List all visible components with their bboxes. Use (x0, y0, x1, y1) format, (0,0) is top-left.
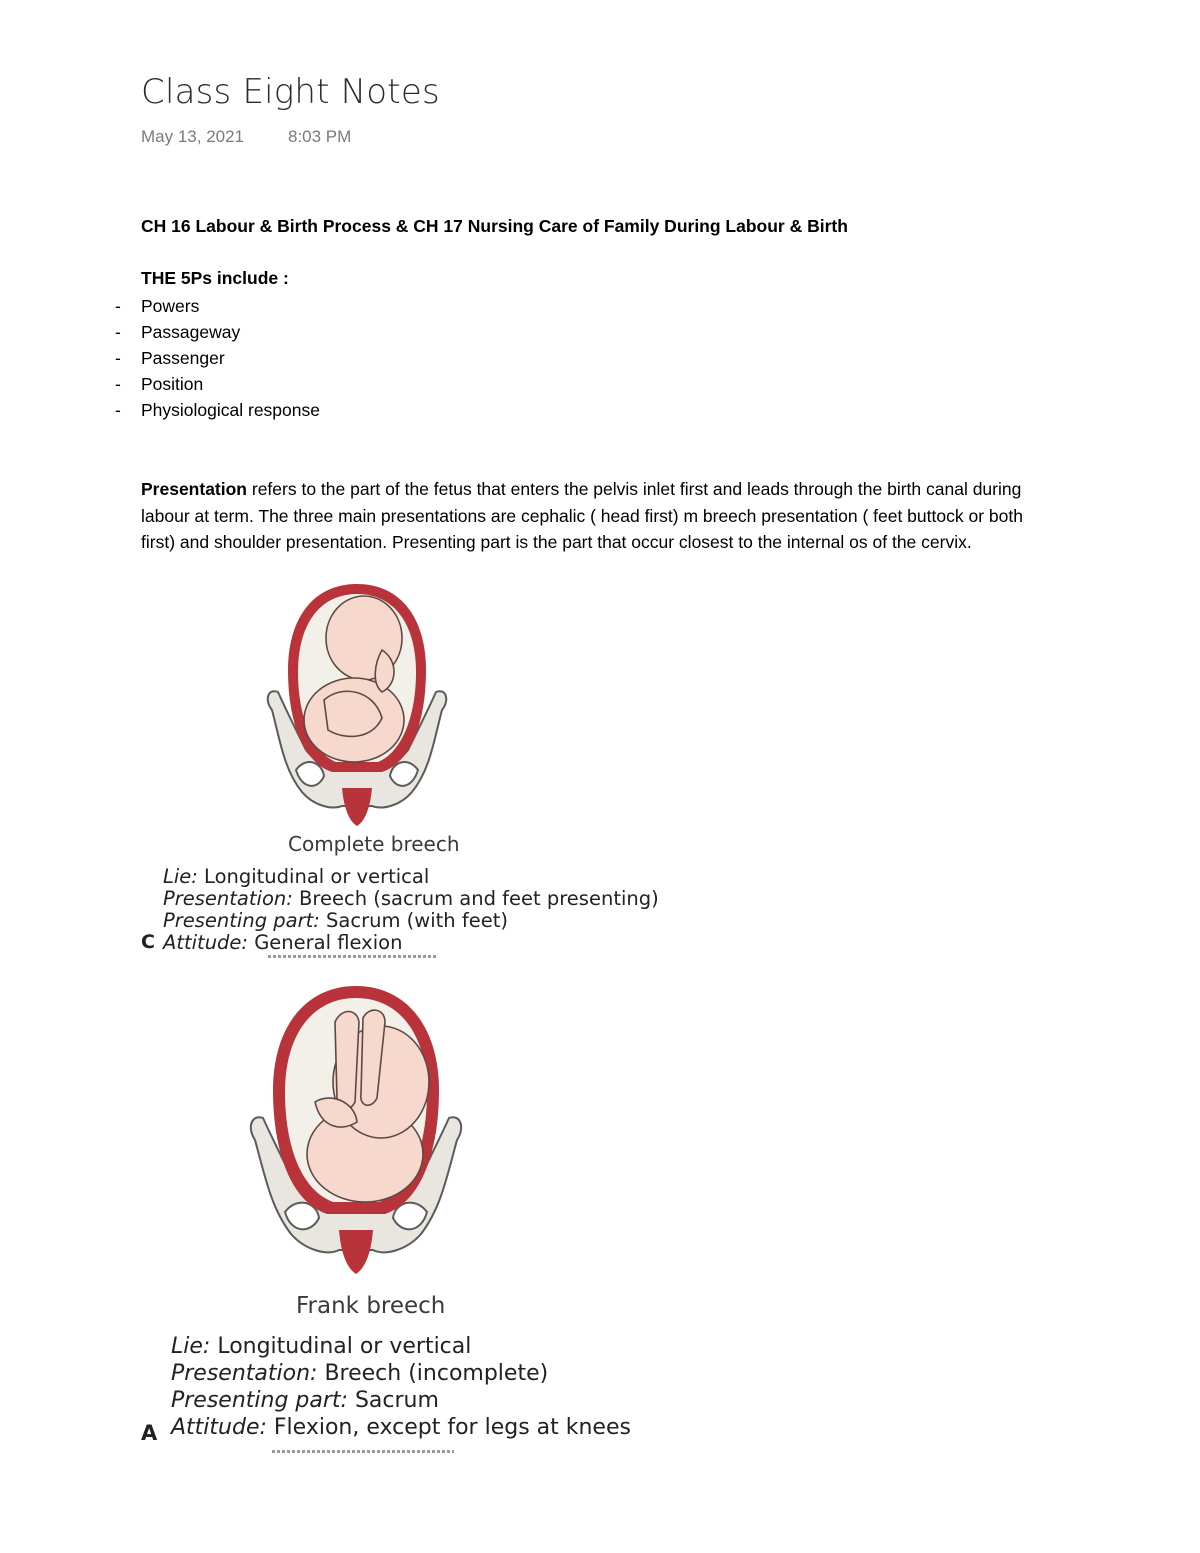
line-value: Sacrum (347, 1388, 439, 1413)
complete-breech-illustration (262, 580, 452, 830)
figure-line-presenting-part (171, 1388, 439, 1413)
figure-line-presentation (171, 1361, 548, 1386)
list-item-label: Position (141, 374, 204, 394)
line-value: Breech (incomplete) (317, 1361, 549, 1386)
list-item (115, 345, 320, 371)
figure-line-attitude (163, 931, 402, 954)
figure-letter: C (141, 931, 155, 953)
line-label: Lie: (163, 865, 198, 888)
note-date: May 13, 2021 (141, 127, 245, 146)
copyright-line (268, 955, 438, 958)
list-item (115, 319, 320, 345)
list-item (115, 371, 320, 397)
line-value: Longitudinal or vertical (210, 1334, 472, 1359)
line-label: Presenting part: (171, 1388, 348, 1413)
presentation-paragraph (141, 476, 1056, 556)
list-item (115, 293, 320, 319)
line-label: Lie: (171, 1334, 211, 1359)
list-item-label: Powers (141, 296, 200, 316)
figure-line-presenting-part (163, 909, 508, 932)
line-value: Breech (sacrum and feet presenting) (292, 887, 659, 910)
line-value: Flexion, except for legs at knees (266, 1415, 631, 1440)
chapter-heading: CH 16 Labour & Birth Process & CH 17 Nursing Care of Family During Labour & Birth (141, 216, 848, 236)
presentation-text: refers to the part of the fetus that enters the pelvis inlet first and leads through the birth canal during labour at term. The three main presentations are cephalic ( head first) m breech presentation ( feet buttock or both first) and shoulder presentation. Presenting part is the part that occur closest to the internal os of the cervix. (141, 479, 1023, 552)
line-label: Attitude: (171, 1415, 267, 1440)
copyright-line (272, 1450, 454, 1453)
five-ps-heading: THE 5Ps include : (141, 268, 289, 288)
line-label: Presentation: (171, 1361, 318, 1386)
figure-line-lie (171, 1334, 471, 1359)
bullet-dash: - (115, 348, 121, 368)
bullet-dash: - (115, 296, 121, 316)
figure-caption: Complete breech (288, 832, 460, 856)
bullet-dash: - (115, 400, 121, 420)
line-value: General flexion (248, 931, 403, 954)
list-item-label: Passenger (141, 348, 225, 368)
figure-line-attitude (171, 1415, 631, 1440)
list-item-label: Passageway (141, 322, 241, 342)
line-value: Longitudinal or vertical (197, 865, 430, 888)
bullet-dash: - (115, 374, 121, 394)
cervix (342, 788, 372, 826)
line-value: Sacrum (with feet) (319, 909, 508, 932)
line-label: Attitude: (163, 931, 248, 954)
bullet-dash: - (115, 322, 121, 342)
five-ps-list (115, 293, 320, 423)
list-item (115, 397, 320, 423)
figure-line-lie (163, 865, 429, 888)
list-item-label: Physiological response (141, 400, 320, 420)
presentation-term: Presentation (141, 479, 247, 499)
figure-caption: Frank breech (296, 1293, 446, 1319)
frank-breech-illustration (245, 982, 467, 1277)
line-label: Presentation: (163, 887, 293, 910)
figure-letter: A (141, 1421, 158, 1445)
line-label: Presenting part: (163, 909, 320, 932)
cervix (339, 1230, 373, 1274)
page-title: Class Eight Notes (141, 72, 440, 112)
note-time: 8:03 PM (288, 127, 352, 146)
figure-line-presentation (163, 887, 659, 910)
